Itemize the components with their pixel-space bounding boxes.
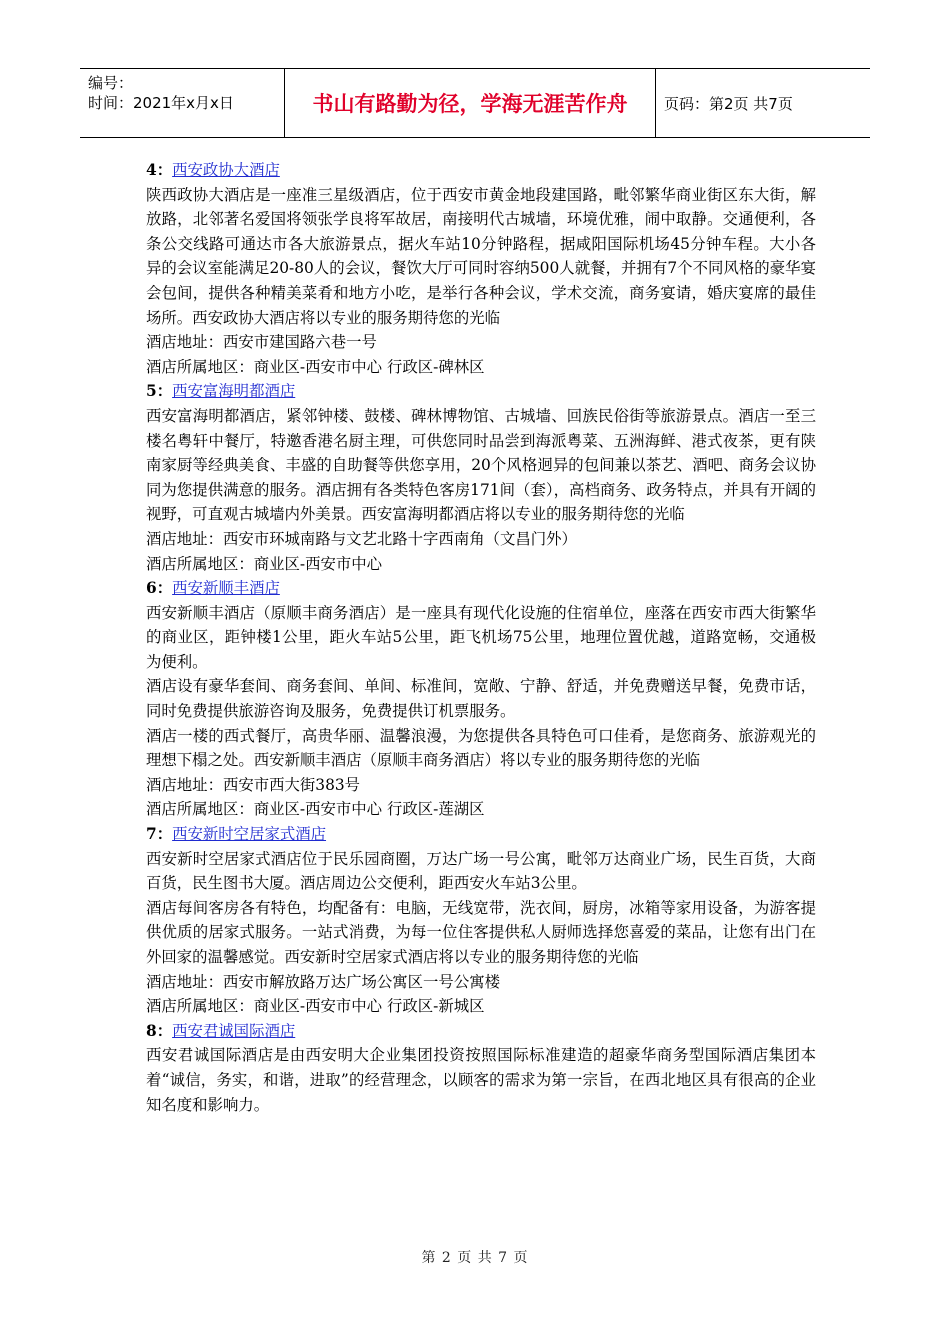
page-header [80, 68, 870, 138]
hotel-name-link[interactable]: 西安富海明都酒店 [172, 382, 296, 401]
hotel-heading [146, 576, 816, 601]
hotel-number: 5： [146, 382, 173, 401]
hotel-name-link[interactable]: 西安新时空居家式酒店 [172, 825, 327, 844]
hotel-address: 酒店地址：西安市解放路万达广场公寓区一号公寓楼 [146, 972, 500, 991]
document-body [146, 158, 816, 1117]
header-motto: 书山有路勤为径，学海无涯苦作舟 [284, 69, 656, 137]
hotel-region: 酒店所属地区：商业区-西安市中心 [146, 554, 383, 573]
page-footer: 第 2 页 共 7 页 [421, 1250, 529, 1266]
hotel-heading [146, 379, 816, 404]
hotel-address: 酒店地址：西安市建国路六巷一号 [146, 333, 377, 352]
hotel-description: 西安富海明都酒店，紧邻钟楼、鼓楼、碑林博物馆、古城墙、回族民俗街等旅游景点。酒店一至三楼名粤轩中餐厅，特邀香港名厨主理，可供您同时品尝到海派粤菜、五洲海鲜、港式夜茶，更有陕南家厨等经典美食、丰盛的自助餐等供您享用，20个风格迥异的包间兼以茶艺、酒吧、商务会议协同为您提供满意的服务。酒店拥有各类特色客房171间（套），高档商务、政务特点，并具有开阔的视野，可直观古城墙内外美景。西安富海明都酒店将以专业的服务期待您的光临 [146, 406, 816, 524]
hotel-address: 酒店地址：西安市环城南路与文艺北路十字西南角（文昌门外） [146, 529, 577, 548]
hotel-heading [146, 822, 816, 847]
hotel-description: 酒店一楼的西式餐厅，高贵华丽、温馨浪漫，为您提供各具特色可口佳肴，是您商务、旅游观光的理想下榻之处。西安新顺丰酒店（原顺丰商务酒店）将以专业的服务期待您的光临 [146, 726, 816, 770]
hotel-heading [146, 158, 816, 183]
hotel-region: 酒店所属地区：商业区-西安市中心 行政区-新城区 [146, 997, 485, 1016]
hotel-region: 酒店所属地区：商业区-西安市中心 行政区-莲湖区 [146, 800, 485, 819]
header-time-label: 时间：2021年x月x日 [88, 94, 234, 112]
hotel-description: 酒店每间客房各有特色，均配备有：电脑，无线宽带，洗衣间，厨房，冰箱等家用设备，为游客提供优质的居家式服务。一站式消费，为每一位住客提供私人厨师选择您喜爱的菜品，让您有出门在外回家的温馨感觉。西安新时空居家式酒店将以专业的服务期待您的光临 [146, 898, 816, 966]
hotel-section [146, 379, 816, 576]
hotel-name-link[interactable]: 西安新顺丰酒店 [172, 579, 280, 598]
hotel-section [146, 1019, 816, 1117]
hotel-name-link[interactable]: 西安政协大酒店 [172, 161, 280, 179]
hotel-number: 7： [146, 825, 173, 844]
hotel-section [146, 822, 816, 1019]
hotel-name-link[interactable]: 西安君诚国际酒店 [172, 1021, 296, 1040]
hotel-description: 西安君诚国际酒店是由西安明大企业集团投资按照国际标准建造的超豪华商务型国际酒店集团本着“诚信，务实，和谐，进取”的经营理念，以顾客的需求为第一宗旨，在西北地区具有很高的企业知名度和影响力。 [146, 1046, 816, 1114]
hotel-heading [146, 1019, 816, 1044]
hotel-description: 酒店设有豪华套间、商务套间、单间、标准间，宽敞、宁静、舒适，并免费赠送早餐，免费市话，同时免费提供旅游咨询及服务，免费提供订机票服务。 [146, 677, 816, 721]
hotel-description: 西安新顺丰酒店（原顺丰商务酒店）是一座具有现代化设施的住宿单位，座落在西安市西大街繁华的商业区，距钟楼1公里，距火车站5公里，距飞机场75公里，地理位置优越，道路宽畅，交通极为便利。 [146, 603, 816, 671]
hotel-region: 酒店所属地区：商业区-西安市中心 行政区-碑林区 [146, 357, 485, 376]
hotel-section [146, 576, 816, 822]
header-page-label: 页码：第2页 共7页 [664, 94, 793, 113]
header-meta [80, 69, 284, 137]
hotel-number: 6： [146, 579, 173, 598]
hotel-section [146, 158, 816, 379]
hotel-description: 陕西政协大酒店是一座准三星级酒店，位于西安市黄金地段建国路，毗邻繁华商业街区东大街，解放路，北邻著名爱国将领张学良将军故居，南接明代古城墙，环境优雅，闹中取静。交通便利，各条公交线路可通达市各大旅游景点，据火车站10分钟路程，据咸阳国际机场45分钟车程。大小各异的会议室能满足20-80人的会议，餐饮大厅可同时容纳500人就餐，并拥有7个不同风格的豪华宴会包间，提供各种精美菜肴和地方小吃，是举行各种会议，学术交流，商务宴请，婚庆宴席的最佳场所。西安政协大酒店将以专业的服务期待您的光临 [146, 185, 816, 327]
hotel-description: 西安新时空居家式酒店位于民乐园商圈，万达广场一号公寓，毗邻万达商业广场，民生百货，大商百货，民生图书大厦。酒店周边公交便利，距西安火车站3公里。 [146, 849, 816, 893]
hotel-address: 酒店地址：西安市西大街383号 [146, 775, 361, 794]
header-number-label: 编号： [88, 74, 134, 92]
hotel-number: 8： [146, 1021, 173, 1040]
hotel-number: 4： [146, 161, 173, 179]
